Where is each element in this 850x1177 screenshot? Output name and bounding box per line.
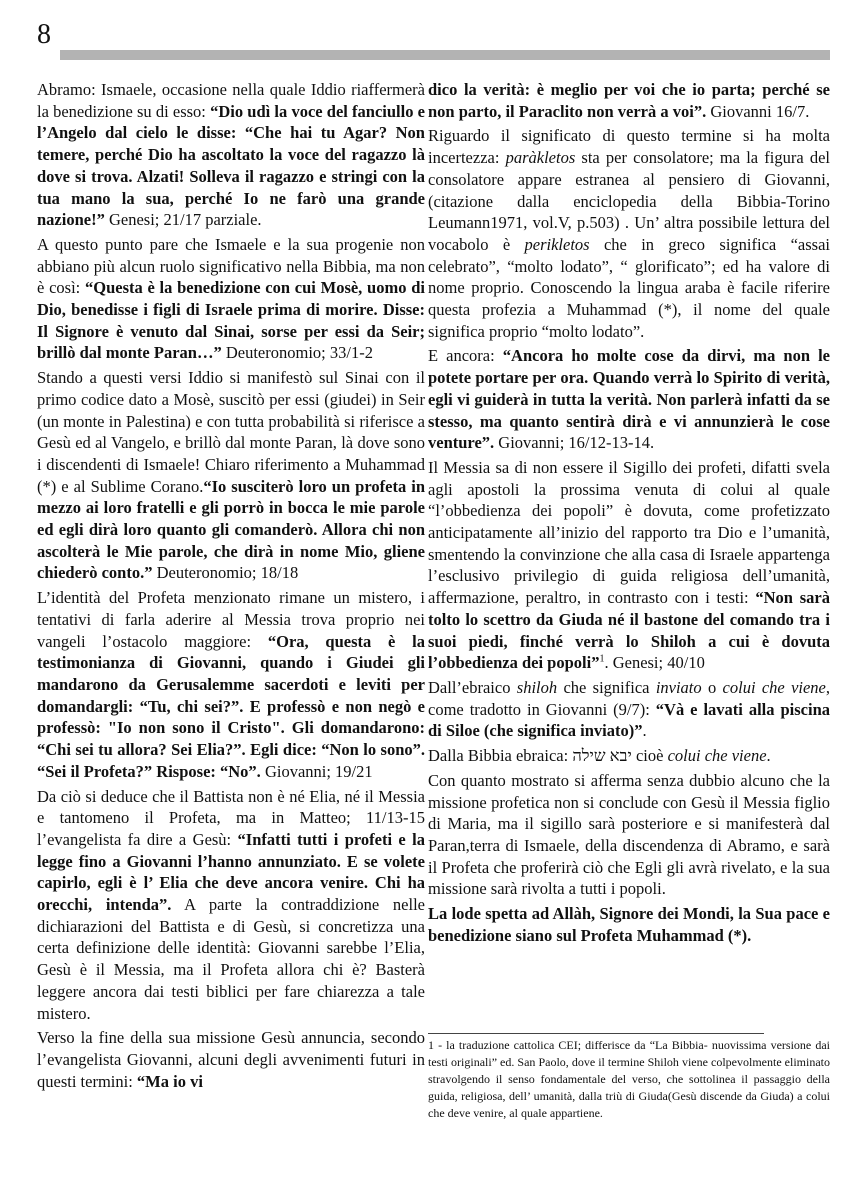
quote-text: “Và e lavati alla piscina di Siloe (che significa inviato)” <box>428 699 831 741</box>
quote-text: “Ma io vi <box>136 1071 203 1091</box>
paragraph <box>37 79 425 231</box>
body-text: Riguardo il significato di questo termine si ha molta incertezza: <box>428 126 830 168</box>
body-text: L’identità del Profeta menzionato rimane un mistero, i tentativi di farla aderire al Messia trova proprio nei vangeli l’ostacolo maggiore: <box>37 588 425 651</box>
citation-text: Giovanni 16/7. <box>706 101 810 121</box>
italic-term: inviato <box>655 677 702 697</box>
body-text: A parte la contraddizione nelle dichiarazioni del Battista e di Gesù, si concretizza una certa definizione delle identità: Giovanni sarebbe l’Elia, Gesù è il Messia, ma il Profeta allora chi è? Basterà leggere ancora dai testi biblici per fare chiarezza a tale mistero. <box>37 895 425 1023</box>
body-text: Verso la fine della sua missione Gesù annuncia, secondo l’evangelista Giovanni, alcuni degli avvenimenti futuri in questi termini: <box>37 1028 425 1091</box>
body-text: A questo punto pare che Ismaele e la sua progenie non abbiano più alcun ruolo significativo nella Bibbia, ma non è così: <box>37 234 425 298</box>
citation-text: Genesi; 21/17 parziale. <box>104 210 262 230</box>
quote-text: “Ora, questa è la testimonianza di Giovanni, quando i Giudei gli mandarono da Gerusalemme sacerdoti e leviti per domandargli: “Tu, chi sei?”. E professò e non negò e professò: "Io non sono il Cristo". Gli domandarono: “Chi sei tu allora? Sei Elia?”. Egli dice: “Non lo sono”. “Sei il Profeta?” Rispose: “No”. <box>37 631 425 781</box>
italic-term: perikletos <box>524 234 590 254</box>
quote-text: “Ancora ho molte cose da dirvi, ma non le potete portare per ora. Quando verrà lo Spirito di verità, egli vi guiderà in tutta la verità. Non parlerà infatti da se stesso, ma quanto sentirà dirà e vi annunzierà le cose venture”. <box>428 346 830 453</box>
paragraph <box>428 677 830 742</box>
citation-text: . Genesi; 40/10 <box>604 653 705 673</box>
body-text: Abramo: Ismaele, occasione nella quale Iddio riaffermerà la benedizione su di esso: <box>37 80 425 121</box>
footnote-rule <box>428 1033 764 1034</box>
italic-term: colui che viene <box>722 677 826 697</box>
body-text: . <box>766 746 771 766</box>
body-text: E ancora: <box>428 346 503 366</box>
paragraph <box>428 345 830 454</box>
paragraph <box>428 770 830 900</box>
body-text: o <box>701 677 723 697</box>
paragraph <box>428 903 830 946</box>
body-text: Dall’ebraico <box>428 677 517 697</box>
right-column <box>428 79 830 949</box>
body-text: Da ciò si deduce che il Battista non è né Elia, né il Messia e tantomeno il Profeta, ma in Matteo; 11/13-15 l’evangelista fa dire a Gesù: <box>37 786 425 849</box>
paragraph <box>428 457 830 674</box>
left-column <box>37 79 425 1095</box>
paragraph <box>37 367 425 584</box>
quote-text: “Non sarà tolto lo scettro da Giuda né il bastone del comando tra i suoi piedi, finché verrà lo Shiloh a cui è dovuta l’obbedienza dei popoli” <box>428 588 830 673</box>
paragraph <box>428 125 830 342</box>
citation-text: Giovanni; 16/12-13-14. <box>494 433 655 453</box>
body-text: , come tradotto in Giovanni (9/7): <box>428 677 831 719</box>
body-text: Il Messia sa di non essere il Sigillo dei profeti, difatti svela agli apostoli la prossima venuta di colui al quale “l’obbedienza dei popoli” è dovuta, come profetizzato anticipatamente all’inizio del rapporto tra Dio e l’umanità, smentendo la convinzione che alla casa di Israele appartenga l’esclusivo privilegio di guida religiosa dell’umanità, affermazione, peraltro, in contrasto con i testi: <box>428 457 830 608</box>
quote-text: dico la verità: è meglio per voi che io parta; perché se non parto, il Paraclito non verrà a voi”. <box>428 80 830 121</box>
paragraph <box>37 234 425 364</box>
italic-term: paràkletos <box>505 148 576 168</box>
quote-text: “Io susciterò loro un profeta in mezzo ai loro fratelli e gli porrò in bocca le mie parole ed egli dirà loro quanto gli comanderò. Allora chi non ascolterà le Mie parole, che dirà in nome Mio, gliene chiederò conto.” <box>37 476 425 583</box>
body-text: sta per consolatore; ma la figura del consolatore appare estranea al pensiero di Giovanni, (citazione dalla enciclopedia della Bibbia-Torino Leumann1971, vol.V, p.503) . Un’ altra possibile lettura del vocabolo è <box>428 148 830 254</box>
closing-blessing: La lode spetta ad Allàh, Signore dei Mondi, la Sua pace e benedizione siano sul Profeta Muhammad (*). <box>428 904 830 945</box>
quote-text: “Infatti tutti i profeti e la legge fino a Giovanni l’hanno annunziato. E se volete capirlo, egli è l’ Elia che deve ancora venire. Chi ha orecchi, intenda”. <box>37 829 425 915</box>
quote-text: “Dio udì la voce del fanciullo e l’Angelo dal cielo le disse: “Che hai tu Agar? Non temere, perché Dio ha ascoltato la voce del ragazzo là dove si trova. Alzati! Solleva il ragazzo e stringi con la tua mano la sua, perché Io ne farò una grande nazione!” <box>37 101 425 230</box>
footnote-marker: 1 <box>599 653 605 665</box>
body-text: Con quanto mostrato si afferma senza dubbio alcuno che la missione profetica non si conclude con Gesù il Messia figlio di Maria, ma il sigillo sarà posteriore e si manifesterà dal Paran,terra di Ismaele, della discendenza di Abramo, e sarà il Profeta che proferirà ciò che Egli gli avrà rivelato, e la sua missione sarà rivolta a tutti i popoli. <box>428 770 830 899</box>
paragraph <box>37 1027 425 1092</box>
paragraph <box>428 745 830 767</box>
footnote: 1 - la traduzione cattolica CEI; differisce da “La Bibbia- nuovissima versione dai testi originali” ed. San Paolo, dove il termine Shiloh viene colpevolmente eliminato stravolgendo il senso fondamentale del verso, che sottolinea il passaggio della guida, religiosa, dell’ umanità, dalla triù di Giuda(Gesù discende da Giuda) a colui che deve venire, al quale appartiene. <box>428 1038 830 1120</box>
body-text: . <box>642 721 647 741</box>
body-text: che in greco significa “assai celebrato”, “molto lodato”, “ glorificato”; ed ha valore di nome proprio. Conoscendo la lingua araba è facile riferire questa profezia a Muhammad (*), il nome del quale significa proprio “molto lodato”. <box>428 234 830 341</box>
quote-text: “Questa è la benedizione con cui Mosè, uomo di Dio, benedisse i figli di Israele prima di morire. Disse: Il Signore è venuto dal Sinai, sorse per essi da Seir; brillò dal monte Paran…” <box>37 278 425 363</box>
header-rule <box>60 50 830 60</box>
page-number: 8 <box>37 19 51 50</box>
body-text: cioè <box>631 746 668 766</box>
paragraph <box>37 786 425 1025</box>
italic-term: colui che viene <box>667 746 767 766</box>
citation-text: Deuteronomio; 33/1-2 <box>221 343 373 363</box>
body-text: che significa <box>557 677 656 697</box>
paragraph <box>428 79 830 122</box>
citation-text: Giovanni; 19/21 <box>260 761 373 781</box>
hebrew-text: יבא שילה <box>572 746 632 766</box>
body-text: Dalla Bibbia ebraica: <box>428 746 573 766</box>
body-text: Stando a questi versi Iddio si manifestò sul Sinai con il primo codice dato a Mosè, suscitò per essi (giudei) in Seir (un monte in Palestina) e con tutta probabilità si riferisce a Gesù ed al Vangelo, e brillò dal monte Paran, là dove sono i discendenti di Ismaele! Chiaro riferimento a Muhammad (*) e al Sublime Corano. <box>37 368 425 496</box>
italic-term: shiloh <box>516 677 558 697</box>
paragraph <box>37 587 425 782</box>
citation-text: Deuteronomio; 18/18 <box>152 563 299 583</box>
